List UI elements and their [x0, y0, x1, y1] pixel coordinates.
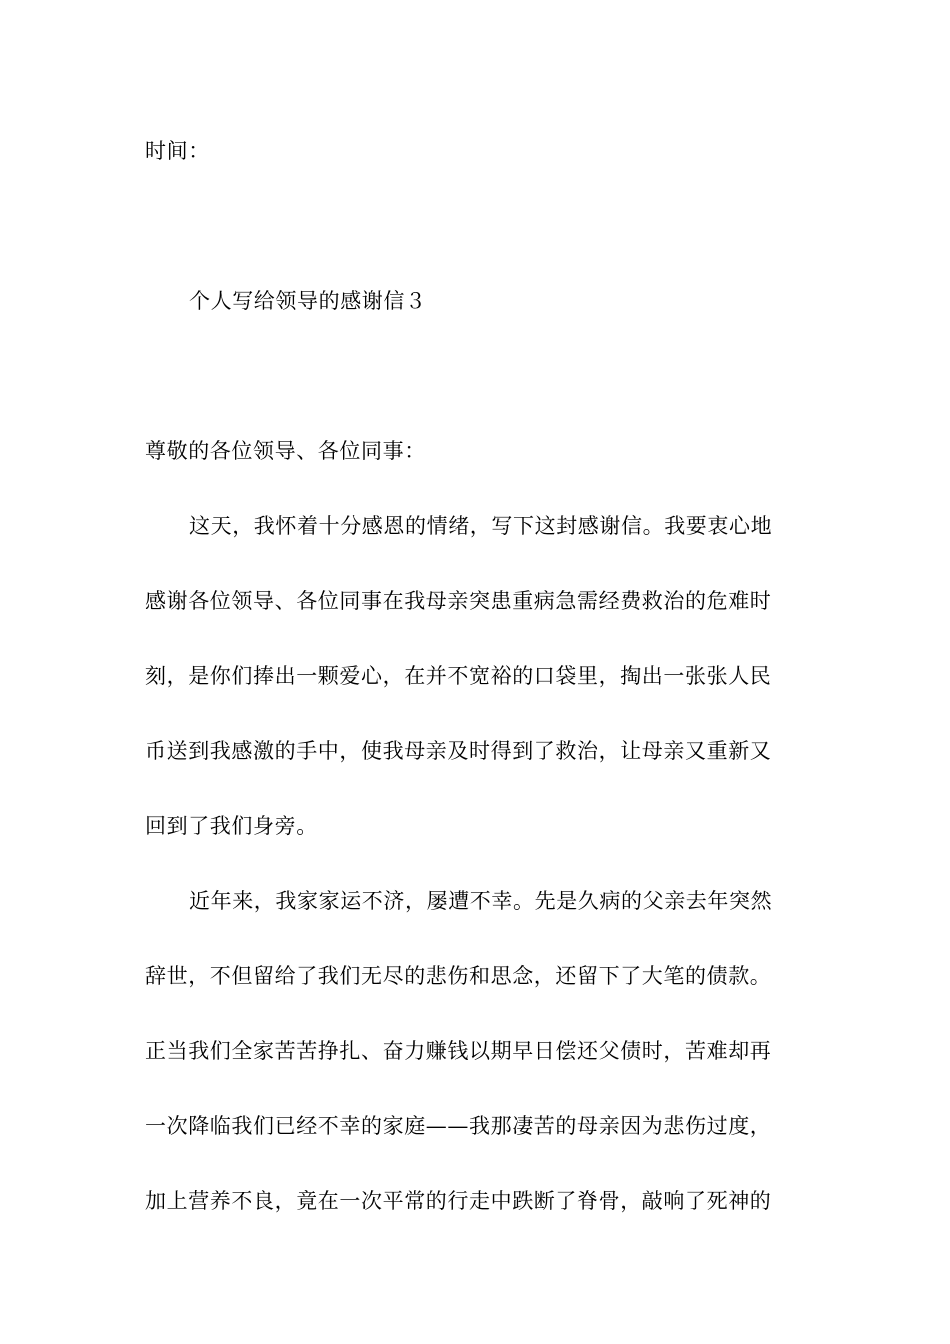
letter-title: 个人写给领导的感谢信３ — [189, 289, 427, 313]
paragraph-1-line-3: 刻，是你们捧出一颗爱心，在并不宽裕的口袋里，掏出一张张人民 — [145, 664, 772, 688]
paragraph-2-line-1: 近年来，我家家运不济，屡遭不幸。先是久病的父亲去年突然 — [189, 889, 773, 913]
paragraph-1-line-4: 币送到我感激的手中，使我母亲及时得到了救治，让母亲又重新又 — [145, 739, 772, 763]
paragraph-1-line-5: 回到了我们身旁。 — [145, 814, 318, 838]
paragraph-2-line-5: 加上营养不良，竟在一次平常的行走中跌断了脊骨，敲响了死神的 — [145, 1189, 772, 1213]
paragraph-1-line-2: 感谢各位领导、各位同事在我母亲突患重病急需经费救治的危难时 — [145, 589, 772, 613]
paragraph-2-line-4: 一次降临我们已经不幸的家庭——我那凄苦的母亲因为悲伤过度， — [145, 1114, 772, 1138]
paragraph-2-line-2: 辞世，不但留给了我们无尽的悲伤和思念，还留下了大笔的债款。 — [145, 964, 772, 988]
salutation: 尊敬的各位领导、各位同事： — [145, 439, 426, 463]
paragraph-1-line-1: 这天，我怀着十分感恩的情绪，写下这封感谢信。我要衷心地 — [189, 514, 773, 538]
time-label: 时间： — [145, 139, 210, 163]
paragraph-2-line-3: 正当我们全家苦苦挣扎、奋力赚钱以期早日偿还父债时，苦难却再 — [145, 1039, 772, 1063]
